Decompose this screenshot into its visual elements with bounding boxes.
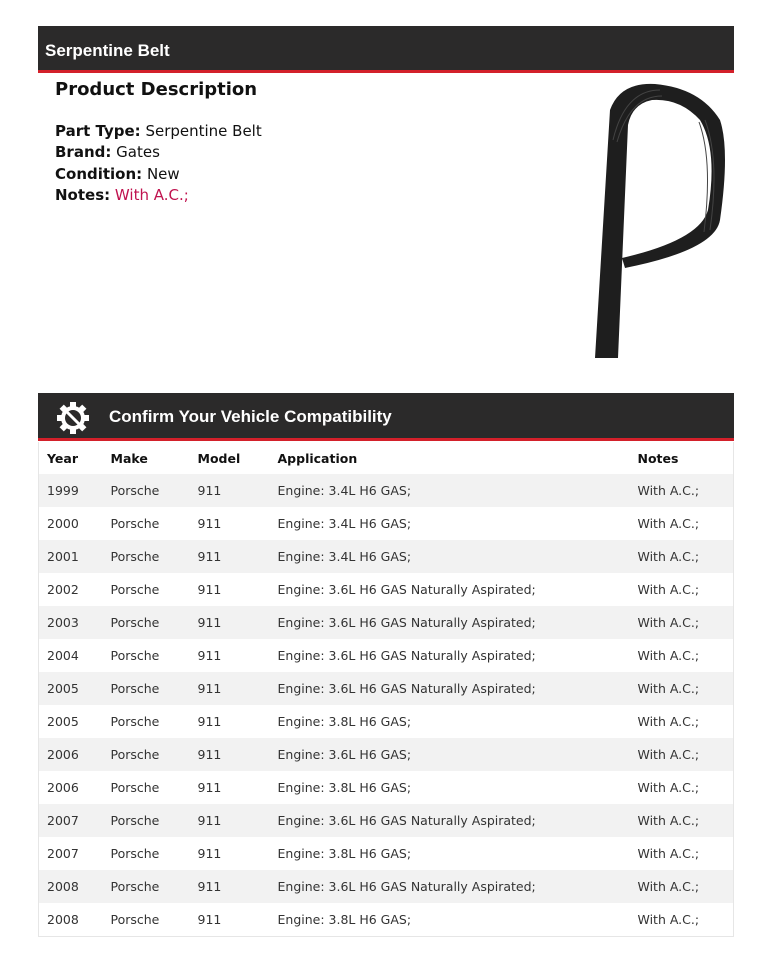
cell-application: Engine: 3.6L H6 GAS Naturally Aspirated; [277,615,536,630]
cell-application: Engine: 3.6L H6 GAS Naturally Aspirated; [277,681,536,696]
cell-application: Engine: 3.6L H6 GAS Naturally Aspirated; [277,582,536,597]
part-type-value: Serpentine Belt [145,122,262,140]
cell-model: 911 [197,549,222,564]
cell-model: 911 [197,483,222,498]
cell-application: Engine: 3.8L H6 GAS; [277,780,412,795]
cell-make: Porsche [110,549,160,564]
cell-notes: With A.C.; [637,516,700,531]
brand-value: Gates [116,143,160,162]
cell-year: 1999 [47,483,79,498]
table-row [39,837,734,870]
compatibility-title: Confirm Your Vehicle Compatibility [109,407,392,426]
cell-model: 911 [197,912,222,927]
cell-model: 911 [197,780,222,795]
cell-make: Porsche [110,681,160,696]
table-row [39,573,734,606]
cell-make: Porsche [110,912,160,927]
table-row [39,804,734,837]
page-title: Serpentine Belt [45,41,170,60]
notes-label: Notes: [55,185,111,204]
cell-make: Porsche [110,879,160,894]
table-row [39,771,734,804]
table-row [39,870,734,903]
product-specs [55,121,262,206]
belt-product-image [580,80,730,360]
gear-wrench-icon [56,401,90,435]
cell-notes: With A.C.; [637,747,700,762]
compatibility-table [38,442,734,937]
cell-make: Porsche [110,780,160,795]
cell-notes: With A.C.; [637,582,700,597]
cell-notes: With A.C.; [637,780,700,795]
cell-application: Engine: 3.8L H6 GAS; [277,714,412,729]
cell-notes: With A.C.; [637,681,700,696]
table-row [39,705,734,738]
table-row [39,606,734,639]
cell-year: 2007 [47,846,79,861]
cell-model: 911 [197,516,222,531]
cell-year: 2003 [47,615,79,630]
cell-make: Porsche [110,714,160,729]
brand-label: Brand: [55,143,112,162]
cell-year: 2008 [47,879,79,894]
cell-make: Porsche [110,516,160,531]
column-header-year: Year [47,450,78,466]
product-description-heading: Product Description [55,79,258,100]
cell-application: Engine: 3.6L H6 GAS Naturally Aspirated; [277,813,536,828]
cell-year: 2005 [47,681,79,696]
cell-notes: With A.C.; [637,483,700,498]
cell-application: Engine: 3.4L H6 GAS; [277,516,412,531]
cell-year: 2001 [47,549,79,564]
table-row [39,903,734,937]
cell-notes: With A.C.; [637,549,700,564]
cell-model: 911 [197,747,222,762]
cell-application: Engine: 3.6L H6 GAS Naturally Aspirated; [277,648,536,663]
cell-notes: With A.C.; [637,648,700,663]
cell-notes: With A.C.; [637,615,700,630]
notes-value: With A.C.; [114,185,189,204]
cell-year: 2008 [47,912,79,927]
column-header-make: Make [110,450,148,466]
cell-make: Porsche [110,648,160,663]
cell-notes: With A.C.; [637,879,700,894]
table-header-row [39,442,734,474]
cell-year: 2007 [47,813,79,828]
column-header-application: Application [277,450,358,466]
cell-model: 911 [197,582,222,597]
cell-year: 2004 [47,648,79,663]
table-row [39,540,734,573]
cell-notes: With A.C.; [637,912,700,927]
cell-make: Porsche [110,483,160,498]
cell-model: 911 [197,681,222,696]
cell-make: Porsche [110,615,160,630]
cell-model: 911 [197,714,222,729]
cell-model: 911 [197,813,222,828]
cell-application: Engine: 3.4L H6 GAS; [277,483,412,498]
table-row [39,672,734,705]
cell-make: Porsche [110,582,160,597]
column-header-model: Model [197,450,241,466]
cell-model: 911 [197,879,222,894]
cell-notes: With A.C.; [637,714,700,729]
cell-year: 2002 [47,582,79,597]
table-row [39,507,734,540]
condition-label: Condition: [55,164,143,183]
cell-make: Porsche [110,813,160,828]
cell-model: 911 [197,846,222,861]
cell-model: 911 [197,615,222,630]
cell-year: 2006 [47,747,79,762]
cell-year: 2006 [47,780,79,795]
cell-notes: With A.C.; [637,846,700,861]
cell-make: Porsche [110,846,160,861]
cell-application: Engine: 3.6L H6 GAS Naturally Aspirated; [277,879,536,894]
cell-application: Engine: 3.6L H6 GAS; [277,747,412,762]
table-row [39,639,734,672]
table-row [39,738,734,771]
title-bar [38,26,734,73]
condition-value: New [146,164,180,183]
cell-model: 911 [197,648,222,663]
cell-application: Engine: 3.8L H6 GAS; [277,846,412,861]
cell-make: Porsche [110,747,160,762]
part-type-label: Part Type: [55,122,141,140]
cell-application: Engine: 3.4L H6 GAS; [277,549,412,564]
cell-year: 2005 [47,714,79,729]
table-row [39,474,734,507]
compatibility-bar [38,393,734,441]
cell-year: 2000 [47,516,79,531]
column-header-notes: Notes [637,450,679,466]
cell-notes: With A.C.; [637,813,700,828]
cell-application: Engine: 3.8L H6 GAS; [277,912,412,927]
